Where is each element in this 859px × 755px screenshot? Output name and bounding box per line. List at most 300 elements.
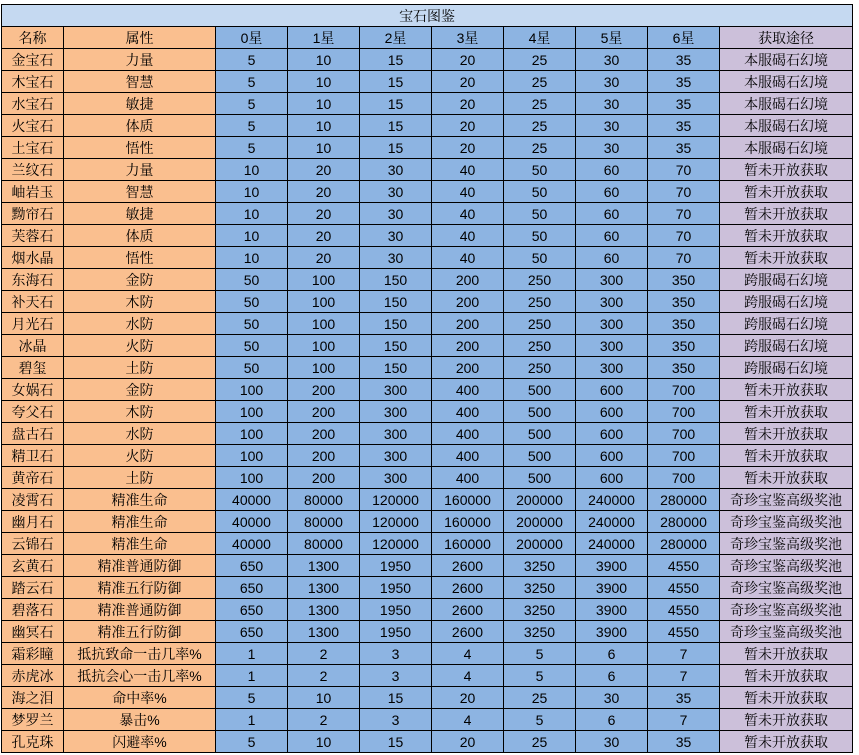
star-4-value-cell: 250 (504, 335, 576, 357)
table-title: 宝石图鉴 (2, 5, 853, 27)
star-6-value-cell: 35 (648, 115, 720, 137)
gem-name-cell: 玄黄石 (2, 555, 64, 577)
star-0-value-cell: 10 (216, 225, 288, 247)
star-2-value-cell: 150 (360, 291, 432, 313)
table-row (2, 577, 853, 599)
header-row (2, 27, 853, 49)
star-4-value-cell: 25 (504, 71, 576, 93)
star-1-value-cell: 80000 (288, 489, 360, 511)
gem-attribute-cell: 智慧 (64, 71, 216, 93)
table-row (2, 401, 853, 423)
header-star-0: 0星 (216, 27, 288, 49)
star-4-value-cell: 200000 (504, 533, 576, 555)
table-row (2, 555, 853, 577)
star-0-value-cell: 5 (216, 137, 288, 159)
star-4-value-cell: 25 (504, 49, 576, 71)
star-3-value-cell: 160000 (432, 511, 504, 533)
acquisition-cell: 暂未开放获取 (720, 467, 853, 489)
table-row (2, 599, 853, 621)
acquisition-cell: 奇珍宝鉴高级奖池 (720, 621, 853, 643)
star-6-value-cell: 35 (648, 49, 720, 71)
gem-name-cell: 黄帝石 (2, 467, 64, 489)
star-4-value-cell: 5 (504, 709, 576, 731)
star-3-value-cell: 200 (432, 357, 504, 379)
gem-name-cell: 补天石 (2, 291, 64, 313)
star-6-value-cell: 70 (648, 181, 720, 203)
star-6-value-cell: 35 (648, 93, 720, 115)
star-2-value-cell: 300 (360, 445, 432, 467)
acquisition-cell: 暂未开放获取 (720, 445, 853, 467)
star-1-value-cell: 20 (288, 225, 360, 247)
star-1-value-cell: 200 (288, 401, 360, 423)
gem-attribute-cell: 命中率% (64, 687, 216, 709)
header-star-6: 6星 (648, 27, 720, 49)
star-1-value-cell: 2 (288, 709, 360, 731)
star-1-value-cell: 200 (288, 423, 360, 445)
table-row (2, 357, 853, 379)
star-5-value-cell: 6 (576, 643, 648, 665)
star-1-value-cell: 20 (288, 181, 360, 203)
star-6-value-cell: 350 (648, 313, 720, 335)
acquisition-cell: 暂未开放获取 (720, 643, 853, 665)
acquisition-cell: 暂未开放获取 (720, 423, 853, 445)
star-0-value-cell: 5 (216, 93, 288, 115)
star-1-value-cell: 2 (288, 665, 360, 687)
star-3-value-cell: 20 (432, 731, 504, 753)
star-5-value-cell: 240000 (576, 533, 648, 555)
table-row (2, 621, 853, 643)
gem-attribute-cell: 精准五行防御 (64, 577, 216, 599)
star-3-value-cell: 40 (432, 247, 504, 269)
gem-attribute-cell: 金防 (64, 379, 216, 401)
star-3-value-cell: 200 (432, 313, 504, 335)
acquisition-cell: 本服碣石幻境 (720, 71, 853, 93)
star-6-value-cell: 35 (648, 687, 720, 709)
gem-name-cell: 烟水晶 (2, 247, 64, 269)
star-2-value-cell: 30 (360, 225, 432, 247)
acquisition-cell: 跨服碣石幻境 (720, 313, 853, 335)
acquisition-cell: 暂未开放获取 (720, 247, 853, 269)
star-6-value-cell: 700 (648, 445, 720, 467)
acquisition-cell: 暂未开放获取 (720, 225, 853, 247)
star-0-value-cell: 100 (216, 401, 288, 423)
acquisition-cell: 暂未开放获取 (720, 181, 853, 203)
gem-attribute-cell: 水防 (64, 313, 216, 335)
table-row (2, 335, 853, 357)
star-2-value-cell: 3 (360, 709, 432, 731)
star-5-value-cell: 600 (576, 401, 648, 423)
star-2-value-cell: 30 (360, 247, 432, 269)
star-1-value-cell: 10 (288, 687, 360, 709)
star-5-value-cell: 300 (576, 357, 648, 379)
star-0-value-cell: 10 (216, 203, 288, 225)
star-3-value-cell: 4 (432, 665, 504, 687)
acquisition-cell: 奇珍宝鉴高级奖池 (720, 599, 853, 621)
star-5-value-cell: 6 (576, 709, 648, 731)
gem-name-cell: 凌霄石 (2, 489, 64, 511)
star-0-value-cell: 1 (216, 643, 288, 665)
acquisition-cell: 奇珍宝鉴高级奖池 (720, 511, 853, 533)
star-0-value-cell: 650 (216, 599, 288, 621)
star-0-value-cell: 5 (216, 71, 288, 93)
star-0-value-cell: 50 (216, 335, 288, 357)
gem-name-cell: 赤虎冰 (2, 665, 64, 687)
star-5-value-cell: 30 (576, 93, 648, 115)
table-row (2, 203, 853, 225)
gem-attribute-cell: 金防 (64, 269, 216, 291)
star-2-value-cell: 150 (360, 313, 432, 335)
star-3-value-cell: 200 (432, 269, 504, 291)
acquisition-cell: 暂未开放获取 (720, 709, 853, 731)
star-3-value-cell: 20 (432, 49, 504, 71)
star-6-value-cell: 35 (648, 71, 720, 93)
star-2-value-cell: 120000 (360, 489, 432, 511)
gem-name-cell: 孔克珠 (2, 731, 64, 753)
star-1-value-cell: 80000 (288, 533, 360, 555)
star-4-value-cell: 3250 (504, 599, 576, 621)
star-2-value-cell: 15 (360, 115, 432, 137)
gem-name-cell: 冰晶 (2, 335, 64, 357)
acquisition-cell: 暂未开放获取 (720, 159, 853, 181)
header-star-2: 2星 (360, 27, 432, 49)
star-1-value-cell: 10 (288, 71, 360, 93)
star-4-value-cell: 50 (504, 247, 576, 269)
star-2-value-cell: 15 (360, 137, 432, 159)
star-2-value-cell: 15 (360, 49, 432, 71)
gem-name-cell: 木宝石 (2, 71, 64, 93)
gem-attribute-cell: 精准五行防御 (64, 621, 216, 643)
star-1-value-cell: 1300 (288, 577, 360, 599)
gem-attribute-cell: 火防 (64, 445, 216, 467)
gem-name-cell: 黝帘石 (2, 203, 64, 225)
star-5-value-cell: 3900 (576, 599, 648, 621)
star-2-value-cell: 300 (360, 401, 432, 423)
gem-name-cell: 踏云石 (2, 577, 64, 599)
gem-name-cell: 海之泪 (2, 687, 64, 709)
star-4-value-cell: 50 (504, 203, 576, 225)
acquisition-cell: 本服碣石幻境 (720, 137, 853, 159)
star-4-value-cell: 5 (504, 643, 576, 665)
star-3-value-cell: 2600 (432, 599, 504, 621)
gem-attribute-cell: 体质 (64, 225, 216, 247)
star-2-value-cell: 15 (360, 71, 432, 93)
star-6-value-cell: 350 (648, 335, 720, 357)
star-2-value-cell: 3 (360, 643, 432, 665)
star-6-value-cell: 4550 (648, 555, 720, 577)
gem-name-cell: 幽月石 (2, 511, 64, 533)
acquisition-cell: 奇珍宝鉴高级奖池 (720, 577, 853, 599)
star-3-value-cell: 200 (432, 335, 504, 357)
gem-name-cell: 东海石 (2, 269, 64, 291)
star-2-value-cell: 150 (360, 357, 432, 379)
star-5-value-cell: 300 (576, 291, 648, 313)
gem-table-body (2, 49, 853, 753)
star-4-value-cell: 200000 (504, 489, 576, 511)
star-1-value-cell: 100 (288, 313, 360, 335)
star-1-value-cell: 200 (288, 445, 360, 467)
star-5-value-cell: 600 (576, 467, 648, 489)
star-1-value-cell: 1300 (288, 621, 360, 643)
star-4-value-cell: 250 (504, 291, 576, 313)
header-star-3: 3星 (432, 27, 504, 49)
star-2-value-cell: 150 (360, 269, 432, 291)
gem-attribute-cell: 木防 (64, 291, 216, 313)
star-1-value-cell: 10 (288, 93, 360, 115)
table-row (2, 709, 853, 731)
gem-name-cell: 火宝石 (2, 115, 64, 137)
star-3-value-cell: 4 (432, 643, 504, 665)
star-1-value-cell: 10 (288, 115, 360, 137)
gem-name-cell: 梦罗兰 (2, 709, 64, 731)
star-6-value-cell: 4550 (648, 577, 720, 599)
star-4-value-cell: 25 (504, 687, 576, 709)
gem-name-cell: 水宝石 (2, 93, 64, 115)
star-4-value-cell: 250 (504, 269, 576, 291)
gem-attribute-cell: 悟性 (64, 137, 216, 159)
star-4-value-cell: 50 (504, 181, 576, 203)
acquisition-cell: 奇珍宝鉴高级奖池 (720, 555, 853, 577)
star-4-value-cell: 500 (504, 445, 576, 467)
star-6-value-cell: 70 (648, 203, 720, 225)
gem-attribute-cell: 土防 (64, 467, 216, 489)
gem-attribute-cell: 木防 (64, 401, 216, 423)
gem-attribute-cell: 精准普通防御 (64, 599, 216, 621)
table-row (2, 49, 853, 71)
gem-name-cell: 霜彩瞳 (2, 643, 64, 665)
star-2-value-cell: 15 (360, 731, 432, 753)
gem-attribute-cell: 抵抗致命一击几率% (64, 643, 216, 665)
gem-attribute-cell: 水防 (64, 423, 216, 445)
acquisition-cell: 跨服碣石幻境 (720, 357, 853, 379)
star-1-value-cell: 1300 (288, 599, 360, 621)
gem-name-cell: 幽冥石 (2, 621, 64, 643)
star-2-value-cell: 3 (360, 665, 432, 687)
star-5-value-cell: 3900 (576, 555, 648, 577)
star-6-value-cell: 7 (648, 643, 720, 665)
gem-name-cell: 云锦石 (2, 533, 64, 555)
gem-name-cell: 芙蓉石 (2, 225, 64, 247)
star-6-value-cell: 35 (648, 731, 720, 753)
table-row (2, 291, 853, 313)
star-4-value-cell: 250 (504, 313, 576, 335)
star-1-value-cell: 1300 (288, 555, 360, 577)
gem-name-cell: 精卫石 (2, 445, 64, 467)
star-1-value-cell: 80000 (288, 511, 360, 533)
star-2-value-cell: 120000 (360, 533, 432, 555)
star-4-value-cell: 25 (504, 731, 576, 753)
gem-name-cell: 女娲石 (2, 379, 64, 401)
table-row (2, 115, 853, 137)
star-1-value-cell: 20 (288, 159, 360, 181)
header-name: 名称 (2, 27, 64, 49)
star-3-value-cell: 2600 (432, 555, 504, 577)
star-0-value-cell: 650 (216, 555, 288, 577)
table-row (2, 665, 853, 687)
star-3-value-cell: 20 (432, 137, 504, 159)
star-0-value-cell: 50 (216, 313, 288, 335)
star-2-value-cell: 15 (360, 687, 432, 709)
star-6-value-cell: 350 (648, 269, 720, 291)
star-4-value-cell: 3250 (504, 577, 576, 599)
star-3-value-cell: 20 (432, 71, 504, 93)
star-3-value-cell: 400 (432, 423, 504, 445)
star-3-value-cell: 160000 (432, 489, 504, 511)
star-4-value-cell: 500 (504, 467, 576, 489)
star-4-value-cell: 25 (504, 115, 576, 137)
star-0-value-cell: 5 (216, 115, 288, 137)
star-4-value-cell: 500 (504, 401, 576, 423)
table-row (2, 467, 853, 489)
star-6-value-cell: 4550 (648, 599, 720, 621)
star-0-value-cell: 1 (216, 665, 288, 687)
table-row (2, 159, 853, 181)
star-0-value-cell: 5 (216, 687, 288, 709)
table-row (2, 247, 853, 269)
star-6-value-cell: 70 (648, 247, 720, 269)
star-2-value-cell: 150 (360, 335, 432, 357)
star-1-value-cell: 10 (288, 137, 360, 159)
star-6-value-cell: 700 (648, 423, 720, 445)
star-5-value-cell: 30 (576, 71, 648, 93)
star-0-value-cell: 40000 (216, 489, 288, 511)
star-3-value-cell: 40 (432, 225, 504, 247)
star-6-value-cell: 350 (648, 357, 720, 379)
title-row (2, 5, 853, 27)
gem-attribute-cell: 敏捷 (64, 93, 216, 115)
star-4-value-cell: 3250 (504, 555, 576, 577)
table-row (2, 687, 853, 709)
star-5-value-cell: 60 (576, 225, 648, 247)
star-6-value-cell: 280000 (648, 489, 720, 511)
star-1-value-cell: 100 (288, 291, 360, 313)
star-5-value-cell: 30 (576, 687, 648, 709)
header-star-4: 4星 (504, 27, 576, 49)
star-6-value-cell: 700 (648, 467, 720, 489)
table-row (2, 269, 853, 291)
star-0-value-cell: 100 (216, 423, 288, 445)
table-row (2, 93, 853, 115)
star-0-value-cell: 50 (216, 357, 288, 379)
star-0-value-cell: 650 (216, 577, 288, 599)
gem-attribute-cell: 闪避率% (64, 731, 216, 753)
gem-attribute-cell: 精准生命 (64, 489, 216, 511)
star-4-value-cell: 250 (504, 357, 576, 379)
table-row (2, 313, 853, 335)
star-5-value-cell: 3900 (576, 577, 648, 599)
gem-name-cell: 夸父石 (2, 401, 64, 423)
star-6-value-cell: 700 (648, 379, 720, 401)
table-row (2, 445, 853, 467)
star-1-value-cell: 10 (288, 49, 360, 71)
gem-name-cell: 金宝石 (2, 49, 64, 71)
star-2-value-cell: 120000 (360, 511, 432, 533)
star-0-value-cell: 10 (216, 247, 288, 269)
star-1-value-cell: 10 (288, 731, 360, 753)
acquisition-cell: 暂未开放获取 (720, 203, 853, 225)
table-row (2, 137, 853, 159)
gem-attribute-cell: 抵抗会心一击几率% (64, 665, 216, 687)
table-row (2, 71, 853, 93)
gem-attribute-cell: 火防 (64, 335, 216, 357)
star-1-value-cell: 2 (288, 643, 360, 665)
star-4-value-cell: 50 (504, 159, 576, 181)
star-1-value-cell: 100 (288, 357, 360, 379)
star-5-value-cell: 30 (576, 731, 648, 753)
star-0-value-cell: 1 (216, 709, 288, 731)
acquisition-cell: 暂未开放获取 (720, 731, 853, 753)
acquisition-cell: 跨服碣石幻境 (720, 269, 853, 291)
star-3-value-cell: 40 (432, 203, 504, 225)
acquisition-cell: 暂未开放获取 (720, 379, 853, 401)
table-row (2, 511, 853, 533)
star-5-value-cell: 3900 (576, 621, 648, 643)
star-2-value-cell: 1950 (360, 555, 432, 577)
star-3-value-cell: 20 (432, 687, 504, 709)
gem-attribute-cell: 力量 (64, 159, 216, 181)
star-0-value-cell: 5 (216, 731, 288, 753)
star-0-value-cell: 100 (216, 467, 288, 489)
star-3-value-cell: 2600 (432, 577, 504, 599)
table-row (2, 643, 853, 665)
acquisition-cell: 奇珍宝鉴高级奖池 (720, 489, 853, 511)
star-3-value-cell: 400 (432, 401, 504, 423)
acquisition-cell: 暂未开放获取 (720, 665, 853, 687)
star-0-value-cell: 10 (216, 159, 288, 181)
star-6-value-cell: 7 (648, 665, 720, 687)
gem-name-cell: 兰纹石 (2, 159, 64, 181)
star-2-value-cell: 30 (360, 181, 432, 203)
star-0-value-cell: 40000 (216, 511, 288, 533)
table-row (2, 379, 853, 401)
table-row (2, 225, 853, 247)
star-3-value-cell: 400 (432, 467, 504, 489)
star-5-value-cell: 600 (576, 379, 648, 401)
star-4-value-cell: 500 (504, 379, 576, 401)
star-0-value-cell: 50 (216, 269, 288, 291)
star-0-value-cell: 100 (216, 379, 288, 401)
star-5-value-cell: 6 (576, 665, 648, 687)
star-5-value-cell: 30 (576, 49, 648, 71)
star-0-value-cell: 50 (216, 291, 288, 313)
acquisition-cell: 跨服碣石幻境 (720, 335, 853, 357)
table-row (2, 181, 853, 203)
star-5-value-cell: 600 (576, 423, 648, 445)
star-3-value-cell: 40 (432, 181, 504, 203)
gem-attribute-cell: 精准生命 (64, 511, 216, 533)
gem-attribute-cell: 精准普通防御 (64, 555, 216, 577)
star-5-value-cell: 60 (576, 247, 648, 269)
gem-attribute-cell: 土防 (64, 357, 216, 379)
table-row (2, 731, 853, 753)
star-0-value-cell: 10 (216, 181, 288, 203)
gem-name-cell: 碧玺 (2, 357, 64, 379)
star-6-value-cell: 280000 (648, 533, 720, 555)
star-6-value-cell: 70 (648, 225, 720, 247)
header-star-1: 1星 (288, 27, 360, 49)
star-6-value-cell: 280000 (648, 511, 720, 533)
star-3-value-cell: 200 (432, 291, 504, 313)
star-3-value-cell: 20 (432, 93, 504, 115)
gem-attribute-cell: 精准生命 (64, 533, 216, 555)
star-5-value-cell: 300 (576, 269, 648, 291)
star-2-value-cell: 15 (360, 93, 432, 115)
star-4-value-cell: 200000 (504, 511, 576, 533)
star-6-value-cell: 4550 (648, 621, 720, 643)
star-2-value-cell: 30 (360, 203, 432, 225)
star-5-value-cell: 30 (576, 115, 648, 137)
table-row (2, 423, 853, 445)
gem-attribute-cell: 力量 (64, 49, 216, 71)
